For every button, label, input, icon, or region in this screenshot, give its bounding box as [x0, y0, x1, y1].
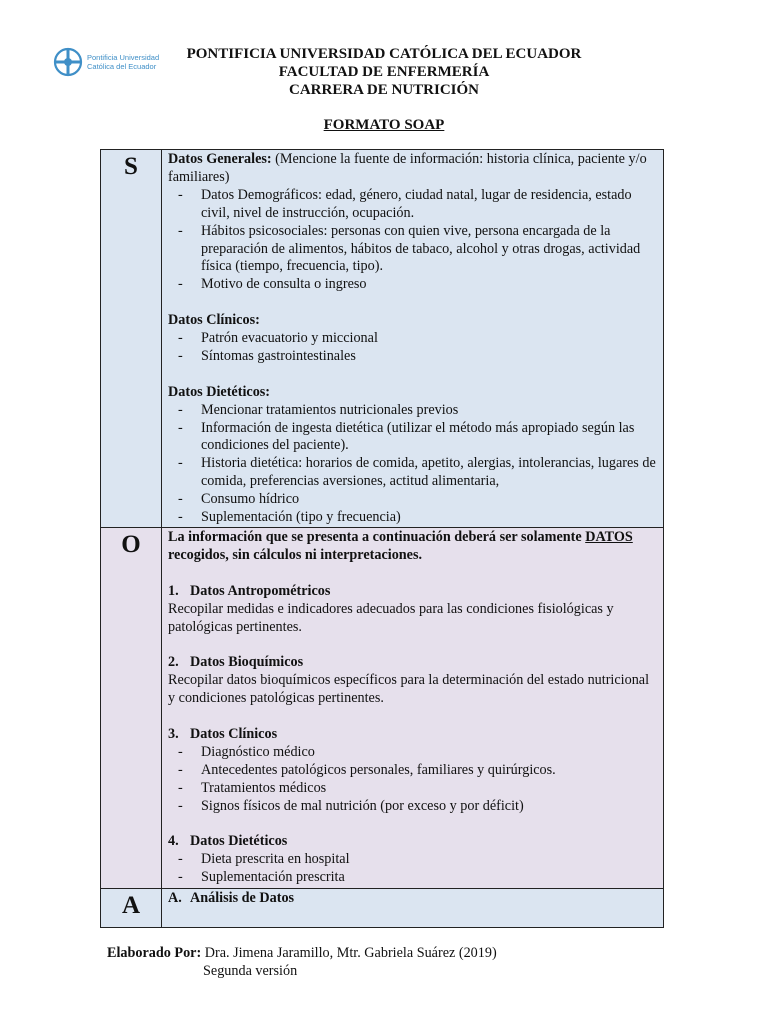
dietetic-data-heading: Datos Dietéticos:: [168, 383, 271, 400]
section-clinical-title: 3. Datos Clínicos: [168, 725, 278, 742]
list-item: - Motivo de consulta o ingreso: [168, 276, 657, 294]
subjective-content: [162, 150, 664, 528]
list-item: - Consumo hídrico: [168, 491, 657, 509]
header-university: PONTIFICIA UNIVERSIDAD CATÓLICA DEL ECUADOR: [186, 46, 582, 62]
section-anthropometric-title: 1. Datos Antropométricos: [168, 582, 331, 599]
document-title: FORMATO SOAP: [323, 117, 445, 133]
footer-label: Elaborado Por:: [107, 945, 202, 961]
general-data-note: (Mencione la fuente de información: historia clínica, paciente y/o familiares): [168, 151, 647, 185]
soap-row-assessment: [101, 889, 664, 928]
list-item: - Dieta prescrita en hospital: [168, 851, 657, 869]
list-item: - Patrón evacuatorio y miccional: [168, 330, 657, 348]
clinical-data-list: [168, 330, 657, 366]
datos-emphasis: DATOS: [585, 529, 633, 545]
list-item: - Hábitos psicosociales: personas con quien vive, persona encargada de la preparación de alimentos, hábitos de tabaco, alcohol y otras drogas, actividad física (tiempo, frecuencia, tipo).: [168, 223, 657, 277]
section-clinical-list: [168, 744, 657, 816]
section-dietetic-list: [168, 851, 657, 887]
list-item: - Datos Demográficos: edad, género, ciudad natal, lugar de residencia, estado civil, nivel de instrucción, ocupación.: [168, 187, 657, 223]
list-item: - Antecedentes patológicos personales, familiares y quirúrgicos.: [168, 762, 657, 780]
dietetic-data-list: [168, 402, 657, 527]
soap-table: [100, 149, 664, 928]
objective-content: [162, 528, 664, 889]
list-item: - Información de ingesta dietética (utilizar el método más apropiado según las condiciones del paciente).: [168, 420, 657, 456]
objective-intro: La información que se presenta a continuación deberá ser solamente DATOS recogidos, sin cálculos ni interpretaciones.: [168, 529, 633, 563]
list-item: - Historia dietética: horarios de comida, apetito, alergias, intolerancias, lugares de comida, preferencias aversiones, actitud alimentaria,: [168, 455, 657, 491]
list-item: - Diagnóstico médico: [168, 744, 657, 762]
soap-row-subjective: [101, 150, 664, 528]
list-item: - Síntomas gastrointestinales: [168, 348, 657, 366]
footer-credits: [107, 944, 497, 980]
list-item: - Suplementación (tipo y frecuencia): [168, 509, 657, 527]
section-biochemical-text: Recopilar datos bioquímicos específicos para la determinación del estado nutricional y condiciones patológicas pertinentes.: [168, 672, 650, 707]
footer-version: Segunda versión: [203, 963, 298, 979]
section-biochemical-title: 2. Datos Bioquímicos: [168, 654, 304, 671]
list-item: - Tratamientos médicos: [168, 780, 657, 798]
soap-row-objective: [101, 528, 664, 889]
soap-letter-s: S: [101, 150, 162, 528]
section-anthropometric-text: Recopilar medidas e indicadores adecuados para las condiciones fisiológicas y patológicas pertinentes.: [168, 600, 614, 635]
footer-authors: Dra. Jimena Jaramillo, Mtr. Gabriela Suárez (2019): [201, 945, 497, 961]
list-item: - Signos físicos de mal nutrición (por exceso y por déficit): [168, 798, 657, 816]
soap-letter-o: O: [101, 528, 162, 889]
header-program: CARRERA DE NUTRICIÓN: [288, 82, 480, 98]
logo-text-line1: Pontificia Universidad: [87, 53, 160, 62]
header-faculty: FACULTAD DE ENFERMERÍA: [278, 64, 490, 80]
assessment-content: [162, 889, 664, 928]
general-data-list: [168, 187, 657, 294]
logo-text-line2: Católica del Ecuador: [87, 62, 157, 71]
list-item: - Suplementación prescrita: [168, 869, 657, 887]
clinical-data-heading: Datos Clínicos:: [168, 312, 260, 329]
section-dietetic-title: 4. Datos Dietéticos: [168, 833, 288, 850]
assessment-title: A. Análisis de Datos: [168, 890, 295, 906]
soap-letter-a: A: [101, 889, 162, 928]
list-item: - Mencionar tratamientos nutricionales previos: [168, 402, 657, 420]
general-data-heading: Datos Generales:: [168, 151, 272, 167]
